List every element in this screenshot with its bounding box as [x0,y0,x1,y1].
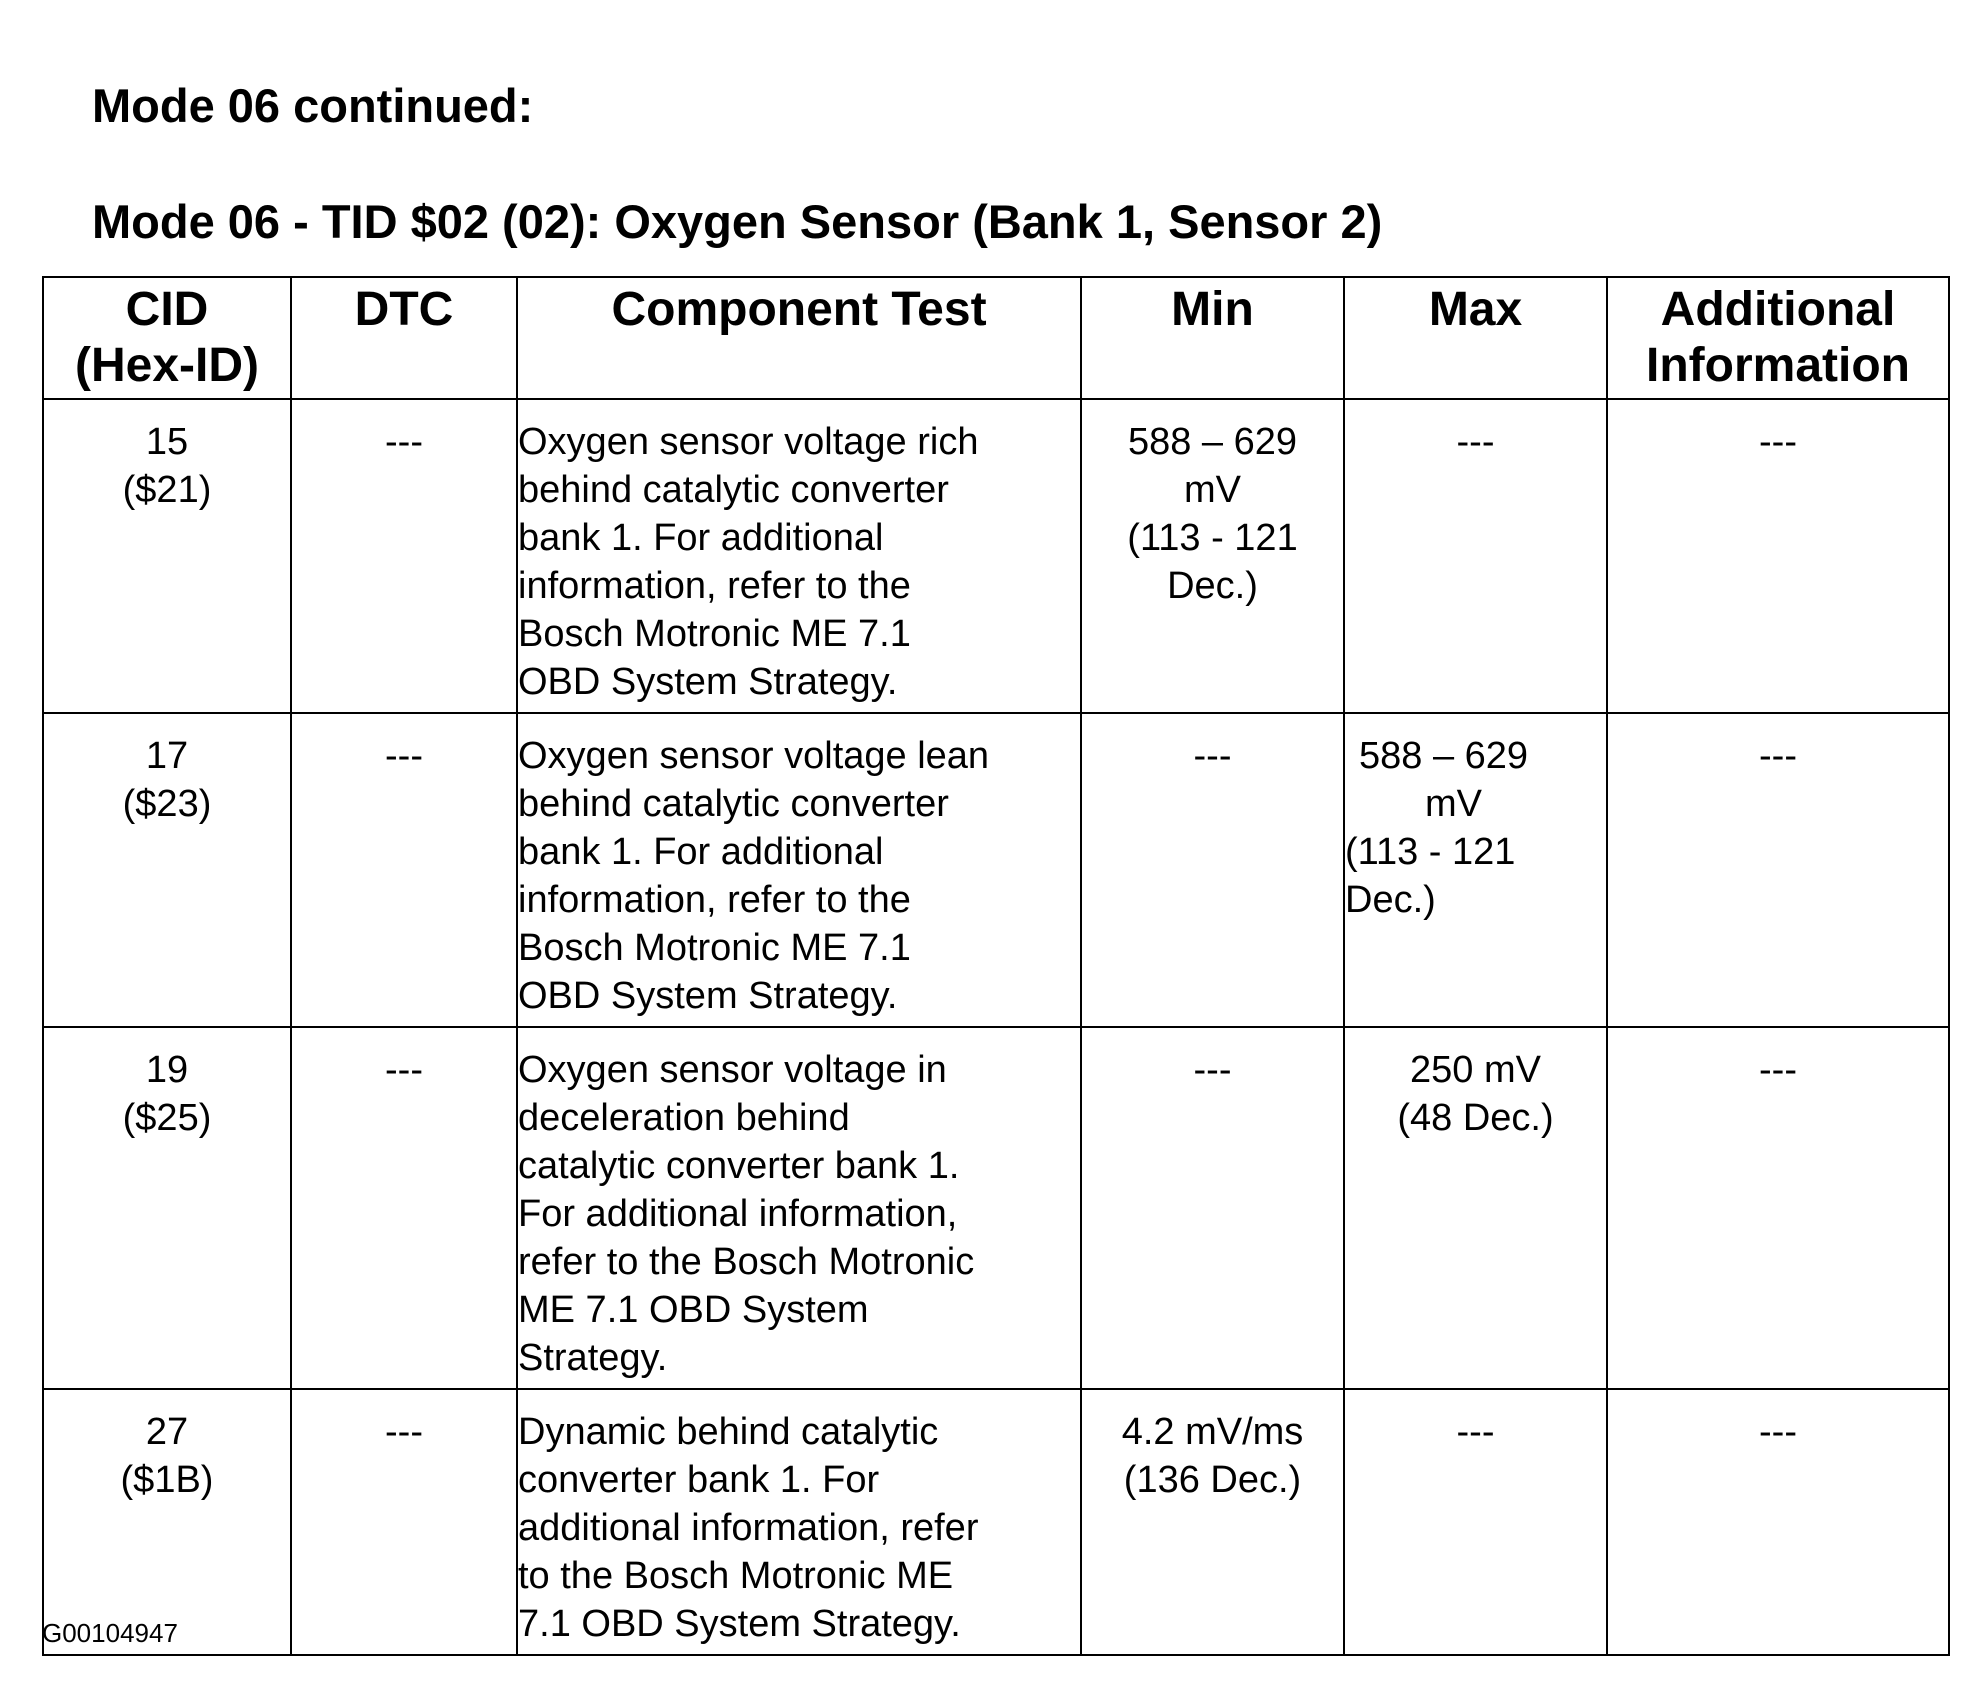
cid-hex: ($1B) [120,1459,214,1501]
cell-min [1081,399,1344,713]
cell-dtc: --- [291,1389,517,1655]
header-cid-line-1: CID [125,283,209,336]
table-row [43,1389,1949,1655]
min-line: mV [1184,469,1241,511]
header-min: Min [1081,277,1344,399]
header-additional-information [1607,277,1949,399]
cell-additional-information: --- [1607,1389,1949,1655]
cell-component-test [517,1389,1081,1655]
figure-id: G00104947 [42,1618,178,1648]
component-test-line: information, refer to the [518,565,911,607]
cell-max: --- [1344,399,1607,713]
header-max: Max [1344,277,1607,399]
component-test-line: to the Bosch Motronic ME [518,1555,954,1597]
component-test-line: behind catalytic converter [518,469,949,511]
table-row [43,713,1949,1027]
component-test-line: Bosch Motronic ME 7.1 [518,927,911,969]
cell-cid [43,1027,291,1389]
header-additional-line-1: Additional [1660,283,1896,336]
component-test-line: behind catalytic converter [518,783,949,825]
table-title: Mode 06 - TID $02 (02): Oxygen Sensor (Bank 1, Sensor 2) [92,195,1383,248]
component-test-line: bank 1. For additional [518,517,884,559]
component-test-line: Dynamic behind catalytic [518,1411,939,1453]
component-test-line: additional information, refer [518,1507,979,1549]
cell-min [1081,1389,1344,1655]
component-test-line: information, refer to the [518,879,911,921]
cell-component-test [517,399,1081,713]
max-line: 250 mV [1410,1049,1541,1091]
cid-hex: ($21) [122,469,212,511]
cell-cid [43,713,291,1027]
table-row [43,399,1949,713]
cell-min: --- [1081,1027,1344,1389]
cid-value: 27 [145,1411,189,1453]
max-line: mV [1425,783,1482,825]
cell-additional-information: --- [1607,1027,1949,1389]
cell-max [1344,713,1607,1027]
component-test-line: deceleration behind [518,1097,850,1139]
header-component-test: Component Test [517,277,1081,399]
cid-hex: ($25) [122,1097,212,1139]
table-header-row [43,277,1949,399]
component-test-line: OBD System Strategy. [518,975,898,1017]
header-cid-line-2: (Hex-ID) [74,339,259,392]
cell-min: --- [1081,713,1344,1027]
max-line: (113 - 121 [1345,831,1516,873]
component-test-line: Oxygen sensor voltage lean [518,735,990,777]
min-line: 588 – 629 [1127,421,1298,463]
max-line: Dec.) [1345,879,1436,921]
min-line: 4.2 mV/ms [1121,1411,1304,1453]
min-line: (113 - 121 [1127,517,1298,559]
cid-value: 17 [145,735,189,777]
component-test-line: bank 1. For additional [518,831,884,873]
header-dtc: DTC [291,277,517,399]
component-test-line: refer to the Bosch Motronic [518,1241,975,1283]
component-test-line: converter bank 1. For [518,1459,880,1501]
header-cid [43,277,291,399]
component-test-line: 7.1 OBD System Strategy. [518,1603,961,1645]
cell-component-test [517,713,1081,1027]
component-test-line: Oxygen sensor voltage in [518,1049,947,1091]
min-line: Dec.) [1167,565,1258,607]
mode06-test-table [42,276,1950,1656]
cell-max [1344,1027,1607,1389]
component-test-line: For additional information, [518,1193,958,1235]
cell-dtc: --- [291,713,517,1027]
cid-value: 19 [145,1049,189,1091]
max-line: (48 Dec.) [1397,1097,1554,1139]
cell-max: --- [1344,1389,1607,1655]
component-test-line: Bosch Motronic ME 7.1 [518,613,911,655]
component-test-line: Strategy. [518,1337,668,1379]
max-line: 588 – 629 [1359,735,1529,777]
cell-additional-information: --- [1607,713,1949,1027]
table-row [43,1027,1949,1389]
cell-dtc: --- [291,1027,517,1389]
section-continued-heading: Mode 06 continued: [92,79,534,132]
cell-cid [43,1389,291,1655]
cell-cid [43,399,291,713]
cid-value: 15 [145,421,189,463]
cell-component-test [517,1027,1081,1389]
component-test-line: Oxygen sensor voltage rich [518,421,979,463]
cid-hex: ($23) [122,783,212,825]
component-test-line: OBD System Strategy. [518,661,898,703]
cell-dtc: --- [291,399,517,713]
cell-additional-information: --- [1607,399,1949,713]
component-test-line: ME 7.1 OBD System [518,1289,869,1331]
min-line: (136 Dec.) [1123,1459,1302,1501]
component-test-line: catalytic converter bank 1. [518,1145,960,1187]
header-additional-line-2: Information [1646,339,1910,392]
